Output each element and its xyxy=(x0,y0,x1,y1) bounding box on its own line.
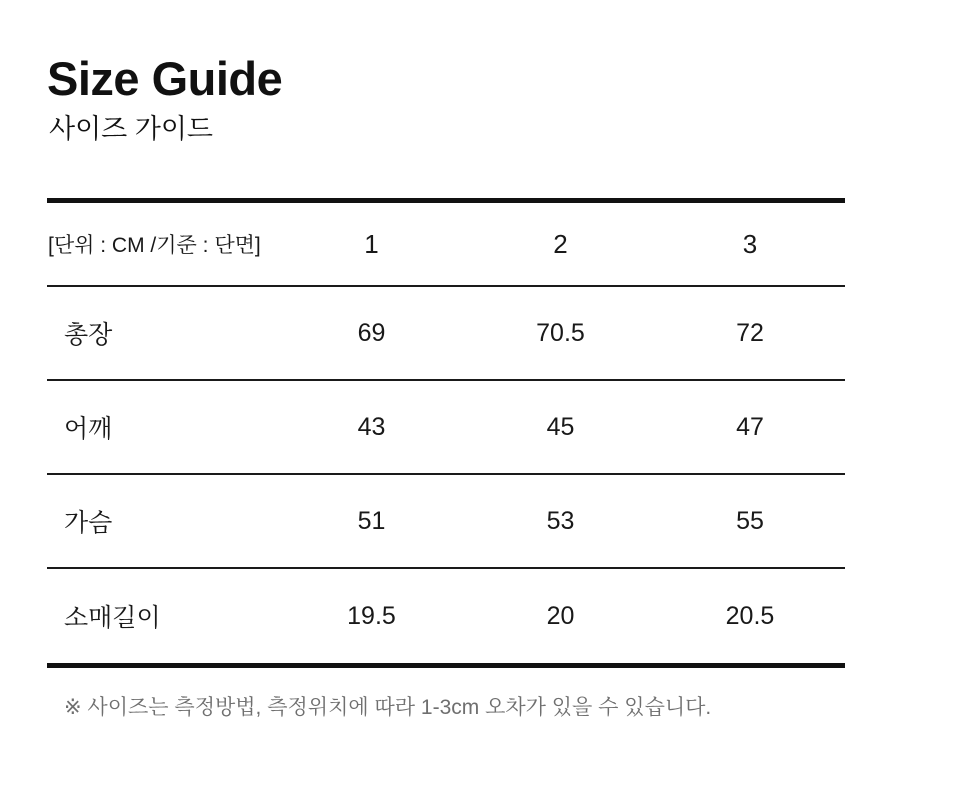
column-header-size-3: 3 xyxy=(742,228,758,259)
row-label: 가슴 xyxy=(64,509,113,538)
row-label: 소매길이 xyxy=(64,604,161,633)
size-tolerance-footnote: ※ 사이즈는 측정방법, 측정위치에 따라 1-3cm 오차가 있을 수 있습니다. xyxy=(64,696,712,720)
row-label: 총장 xyxy=(64,321,113,350)
table-row-total-length xyxy=(47,287,845,381)
size-value: 20.5 xyxy=(725,601,775,630)
page-subtitle: 사이즈 가이드 xyxy=(49,114,213,145)
row-label: 어깨 xyxy=(64,415,113,444)
column-header-size-2: 2 xyxy=(553,228,568,259)
column-header-size-1: 1 xyxy=(364,228,379,259)
table-header-row xyxy=(47,203,845,287)
size-value: 55 xyxy=(736,506,764,535)
page-title: Size Guide xyxy=(47,52,283,105)
size-value: 72 xyxy=(736,318,764,347)
table-row-chest xyxy=(47,475,845,569)
size-value: 43 xyxy=(357,412,386,441)
size-value: 69 xyxy=(357,318,386,347)
size-value: 53 xyxy=(546,506,575,535)
size-value: 45 xyxy=(546,412,575,441)
size-value: 70.5 xyxy=(536,318,585,347)
size-value: 47 xyxy=(736,412,764,441)
table-row-sleeve-length xyxy=(47,569,845,663)
size-value: 20 xyxy=(546,601,575,630)
size-value: 51 xyxy=(357,506,386,535)
unit-label: [단위 : CM /기준 : 단면] xyxy=(48,234,261,258)
size-value: 19.5 xyxy=(347,601,396,630)
size-table xyxy=(47,198,845,668)
table-row-shoulder xyxy=(47,381,845,475)
